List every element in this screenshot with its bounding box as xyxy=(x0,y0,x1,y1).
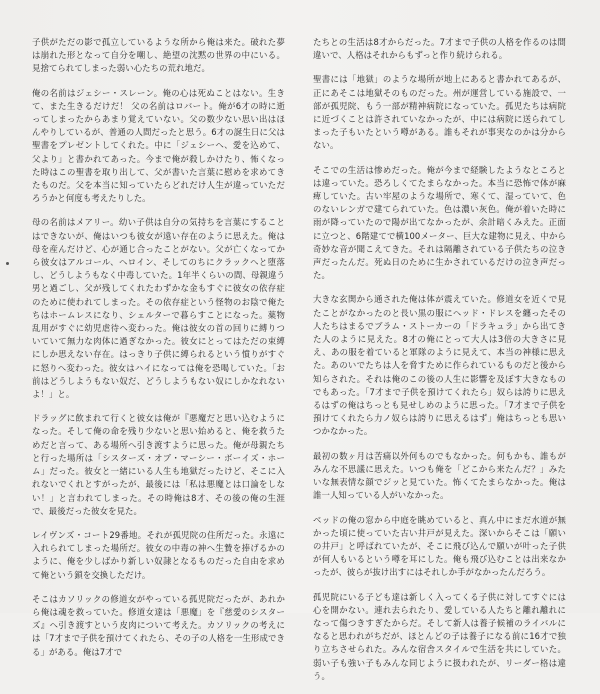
paragraph: 最初の数ヶ月は苦痛以外何ものでもなかった。何もかも、誰もがみんな不思議に思えた。いつも俺を「どこから来たんだ？」みたいな無表情な顔でジッと見ていた。怖くてたまらなかった。俺は誰一人知っている人がいなかった。 xyxy=(313,450,566,501)
paragraph: 俺の名前はジェシー・スレーン。俺の心は死ぬことはない。生きて、また生きるだけだ！ 父の名前はロバート。俺が6才の時に逝ってしまったからあまり覚えていない。父の数少ない思い出はほんやりしているが、普通の人間だったと思う。6才の誕生日に父は聖書をプレゼントしてくれた。中に「ジェシーへ、愛を込めて、父より」と書かれてあった。今まで俺が殺しかけたり、怖くなった時はこの聖書を取り出して、父が書いた言葉に慰めを求めてきたものだ。父を本当に知っていたらどれだけ人生が違っていただろうかと何度も考えたりした。 xyxy=(32,87,285,204)
left-text-column xyxy=(32,36,285,670)
paragraph: 聖書には「地獄」のような場所が地上にあると書かれてあるが、正にあそこは地獄そのものだった。州が運営している施設で、一部が孤児院、もう一部が精神病院になっていた。孤児たちは病院に近づくことは許されていなかったが、中には病院に送られてしまった子もいたという噂がある。誰もそれが事実なのかは分からない。 xyxy=(313,74,566,151)
paragraph: 大きな玄関から通された俺は体が震えていた。修道女を近くで見たことがなかったのと長い黒の服にヘッド・ドレスを纏ったその人たちはまるでブラム・ストーカーの「ドラキュラ」から出てきた人のように見えた。8才の俺にとって大人は3倍の大きさに見え、あの服を着ていると軍隊のように見えて、本当の神様に思えた。あのいでたちは人を脅すために作られているものだと後から知らされた。それは俺のこの後の人生に影響を及ぼす大きなものでもあった。「7才まで子供を預けてくれたら」奴らは誇りに思えるはずの俺はちっとも見せしめのように思った。「7才まで子供を預けてくれたら力ノ奴らは誇りに思えるはず」俺はちっとも思いつかなかった。 xyxy=(313,294,566,437)
paragraph: たちとの生活は8才からだった。7才まで子供の人格を作るのは間違いで、人格はそれからもずっと作り続けられる。 xyxy=(313,37,566,61)
paragraph: 子供がただの影で孤立しているような所から俺は来た。破れた夢は崩れた形となって自分を嘲し、絶望の沈黙の世界の中にいる。見捨てられてしまった弱い心たちの荒れ地だ。 xyxy=(32,37,285,74)
right-text-column xyxy=(313,36,566,694)
paragraph: ベッドの俺の窓から中庭を眺めていると、真ん中にまだ水道が無かった頃に使っていた古い井戸が見えた。深いからそこは「願いの井戸」と呼ばれていたが、そこに飛び込んで願いが叶った子供が何人もいるという噂を耳にした。俺も飛び込むことは出来なかったが、彼らが抜け出すにはそれしか手がなかったんだろう。 xyxy=(313,514,566,578)
paragraph: 孤児院にいる子ども達は新しく入ってくる子供に対してすぐには心を開かない。連れ去られたり、愛している人たちと離れ離れになって傷つきすぎたからだ。そして新人は養子候補のライバルになると思われがちだが、ほとんどの子は養子になる前に16才で独り立ちさせられた。みんな宿舎スタイルで生活を共にしていた。弱い子も強い子もみんな同じように扱われたが、リーダー格は違う。 xyxy=(313,591,566,681)
margin-dot xyxy=(6,262,9,265)
paragraph: レイヴンズ・コート29番地。それが孤児院の住所だった。永遠に入れられてしまった場所だ。彼女の中毒の神へ生贄を捧げるかのように、俺を少しばかり新しい奴隷となるものだった自由を求めて俺という鎖を交換しただけ。 xyxy=(32,529,285,580)
paragraph: ドラッグに飲まれて行くと彼女は俺が『悪魔だと思い込むようになった。そして俺の命を残り少ないと思い始めると、俺を救うためだと言って、ある場所へ引き渡すように思った。俺が母親たちと行った場所は「シスターズ・オブ・マーシー・ボーイズ・ホーム」だった。彼女と一緒にいる人生も地獄だったけど、そこに入れないでくれとすがったが、最後には「私は悪魔とは口論をしない！」と言われてしまった。その時俺は8才、その後の俺の生涯で、最後だった彼女を見た。 xyxy=(32,413,285,516)
paragraph: 母の名前はメアリー。幼い子供は自分の気持ちを言葉にすることはできないが、俺はいつも彼女が遠い存在のように思えた。俺は母を産んだけど、心が通じ合ったことがない。父が亡くなってから彼女はアルコール、ヘロイン、そしてのちにクラックへと堕落し、どうしようもなく中毒していた。1年半くらいの間、母親違う男と過ごし、父が残してくれたわずかな金もすぐに彼女の依存症のために使われてしまった。その依存症という怪物のお陰で俺たちはホームレスになり、シェルターで暮らすことになった。薬物乱用がすぐに幼児虐待へ変わった。俺は彼女の首の回りに縛りついていて無力な肉体に過ぎなかった。彼女にとってはただの束縛にしか思えない存在。はっきり子供に縛られるという憤りがすぐに怒りへ変わった。彼女はハイになっては俺を恐喝していた。「お前はどうしようもない奴だ、どうしようもない奴にしかなれないよ！」と。 xyxy=(32,217,285,400)
paragraph: そこはカソリックの修道女がやっている孤児院だったが、あれから俺は魂を救っていた。修道女達は「悪魔」を『慈愛のシスターズ』へ引き渡すという皮肉について考えた。カソリックの考えには「7才まで子供を預けてくれたら、その子の人格を一生形成できる」がある。俺は7才で xyxy=(32,593,285,657)
paragraph: そこでの生活は惨めだった。俺が今まで経験したようなところとは違っていた。恐ろしくてたまらなかった。本当に恐怖で体が麻痺していた。古い牢屋のような場所で、寒くて、湿っていて、色のないレンガで建てられていた。色は濃い灰色。俺が着いた時に雨が降っていたので陽が出てなかったが、余計暗くみえた。正面に立つと、6階建てで横100メーター、巨大な建物に見え、中から奇妙な音が聞こえてきた。それは隔離されている子供たちの泣き声だったんだ。死ぬ日のために生かされているだけの泣き声だった。 xyxy=(313,164,566,281)
